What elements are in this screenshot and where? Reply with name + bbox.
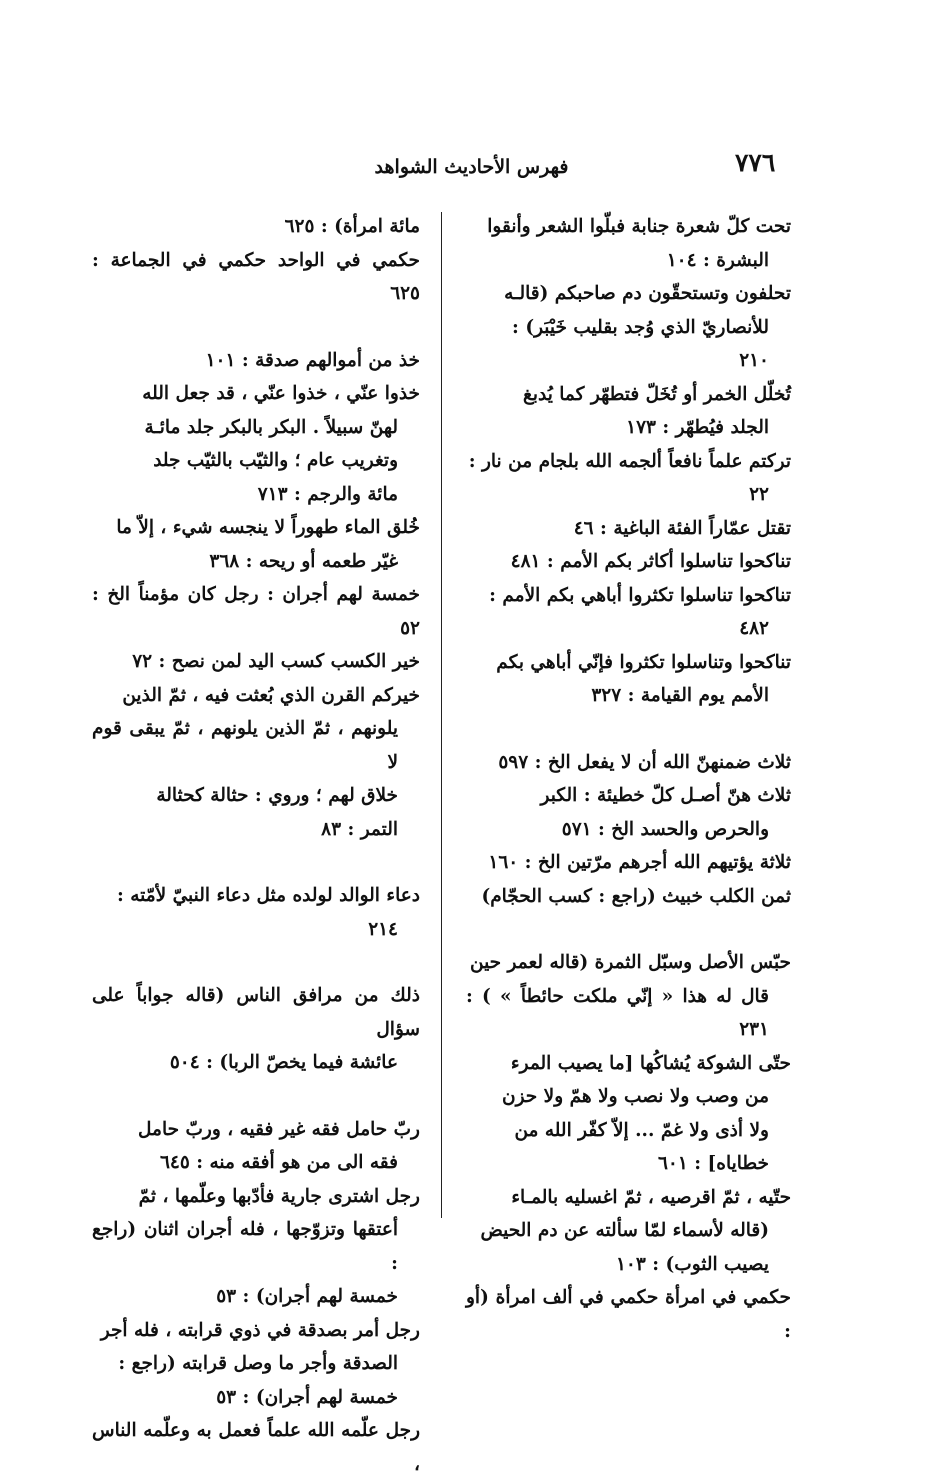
left-column [92, 210, 420, 1481]
entry-line: خمسة لهم أجران : رجل كان مؤمناً الخ : ٥٢ [92, 584, 420, 639]
entry-continuation-line: ٢١٤ [368, 918, 398, 940]
hadith-entry [466, 1181, 791, 1282]
entry-continuation-line: خطاياه] : ٦٠١ [657, 1153, 769, 1174]
hadith-entry [92, 578, 420, 645]
hadith-entry [92, 244, 420, 311]
entry-continuation-line: التمر : ٨٣ [321, 818, 398, 840]
entry-line: حبّس الأصل وسبّل الثمرة (قاله لعمر حين [470, 952, 791, 973]
entry-continuation-line: مائة والرجم : ٧١٣ [257, 483, 398, 505]
hadith-entry [92, 210, 420, 244]
hadith-entry [466, 946, 791, 1047]
entry-continuation-line: للأنصاريّ الذي وُجد بقليب خَيْبَر) : [512, 316, 769, 338]
hadith-entry [466, 378, 791, 445]
entry-line: ربّ حامل فقه غير فقيه ، وربّ حامل [138, 1118, 420, 1140]
entry-line: حكمي في امرأة حكمي في ألف امرأة (أو : [466, 1287, 791, 1342]
entry-line: تقتل عمّاراً الفئة الباغية : ٤٦ [573, 517, 791, 539]
entry-line: مائة امرأة) : ٦٢٥ [284, 216, 420, 237]
entry-continuation-line: يلونهم ، ثمّ الذين يلونهم ، ثمّ يبقى قوم لا [92, 718, 398, 773]
hadith-entry [466, 846, 791, 880]
section-gap [466, 913, 791, 946]
hadith-entry [92, 1180, 420, 1314]
hadith-entry [466, 1281, 791, 1348]
hadith-entry [92, 1314, 420, 1415]
hadith-entry [92, 511, 420, 578]
entry-line: حتّيه ، ثمّ اقرصيه ، ثمّ اغسليه بالمـاء [511, 1186, 791, 1208]
entry-continuation-line: ٤٨٢ [739, 618, 769, 639]
entry-line: خير الكسب كسب اليد لمن نصح : ٧٢ [132, 651, 420, 672]
section-gap [92, 946, 420, 979]
entry-line: ثلاثة يؤتيهم الله أجرهم مرّتين الخ : ١٦٠ [488, 852, 791, 873]
entry-line: خذوا عنّي ، خذوا عنّي ، قد جعل الله [142, 383, 420, 404]
entry-line: تحت كلّ شعرة جنابة فبلّوا الشعر وأنقوا [487, 216, 791, 237]
entry-line: تُخلّل الخمر أو تُخَلّ فتطهّر كما يُدبغ [523, 383, 791, 405]
hadith-entry [466, 545, 791, 579]
entry-continuation-line: البشرة : ١٠٤ [666, 249, 769, 271]
hadith-entry [92, 377, 420, 511]
entry-continuation-line: أعتقها وتزوّجها ، فله أجران اثنان (راجع : [92, 1219, 398, 1274]
entry-continuation-line: غيّر طعمه أو ريحه : ٣٦٨ [209, 550, 398, 572]
hadith-entry [466, 1047, 791, 1181]
entry-line: ثلاث ضمنهنّ الله أن لا يفعل الخ : ٥٩٧ [498, 751, 791, 773]
hadith-entry [466, 277, 791, 378]
entry-continuation-line: (قاله لأسماء لمّا سألته عن دم الحيض [480, 1220, 769, 1241]
hadith-entry [92, 879, 420, 946]
entry-continuation-line: ٢٢ [749, 484, 769, 505]
entry-continuation-line: الصدقة وأجر ما وصل قرابته (راجع : [118, 1353, 398, 1374]
entry-continuation-line: يصيب الثوب) : ١٠٣ [616, 1253, 769, 1275]
entry-line: تناكحوا وتناسلوا تكثروا فإنّي أباهي بكم [496, 651, 791, 673]
section-gap [466, 713, 791, 746]
entry-line: خذ من أموالهم صدقة : ١٠١ [205, 349, 420, 371]
entry-line: خيركم القرن الذي بُعثت فيه ، ثمّ الذين [122, 684, 420, 706]
section-gap [92, 1080, 420, 1113]
hadith-entry [92, 1414, 420, 1481]
entry-continuation-line: الجلد فيُطهّر : ١٧٣ [626, 417, 769, 438]
entry-line: حكمي في الواحد حكمي في الجماعة : ٦٢٥ [92, 249, 420, 304]
entry-continuation-line: لهنّ سبيلاً . البكر بالبكر جلد مائـة [144, 416, 398, 438]
hadith-entry [466, 579, 791, 646]
column-divider [441, 212, 442, 1218]
running-title: فهرس الأحاديث الشواهد [374, 156, 569, 178]
entry-line: رجل اشترى جارية فأدّبها وعلّمها ، ثمّ [138, 1185, 420, 1207]
entry-continuation-line: عائشة فيما يخصّ الربا) : ٥٠٤ [169, 1052, 398, 1073]
section-gap [92, 311, 420, 344]
hadith-entry [466, 445, 791, 512]
entry-continuation-line: خمسة لهم أجران) : ٥٣ [216, 1286, 398, 1307]
entry-line: رجل علّمه الله علماً فعمل به وعلّمه الناس ، [92, 1420, 420, 1475]
entry-continuation-line: خمسة لهم أجران) : ٥٣ [216, 1386, 398, 1408]
hadith-entry [466, 210, 791, 277]
entry-continuation-line: قال له هذا « إنّي ملكت حائطاً » ) : ٢٣١ [466, 985, 769, 1040]
entry-line: خُلق الماء طهوراً لا ينجسه شيء ، إلاّ ما [116, 517, 420, 538]
hadith-entry [92, 344, 420, 378]
right-column [466, 210, 791, 1348]
entry-continuation-line: ولا أذى ولا غمّ ... إلاّ كفّر الله من [514, 1119, 769, 1141]
hadith-entry [92, 1113, 420, 1180]
entry-line: تحلفون وتستحقّون دم صاحبكم (قالـه [504, 283, 791, 304]
entry-line: ثمن الكلب خبيث (راجع : كسب الحجّام) [481, 885, 791, 907]
entry-line: دعاء الوالد لولده مثل دعاء النبيّ لأمّته : [116, 885, 420, 906]
hadith-entry [466, 779, 791, 846]
hadith-entry [92, 679, 420, 847]
entry-line: تناكحوا تناسلوا تكثروا أباهي بكم الأمم : [489, 584, 791, 606]
entry-line: ذلك من مرافق الناس (قاله جواباً على سؤال [92, 985, 420, 1040]
section-gap [92, 846, 420, 879]
entry-continuation-line: والحرص والحسد الخ : ٥٧١ [561, 818, 769, 840]
hadith-entry [466, 646, 791, 713]
hadith-entry [466, 880, 791, 914]
entry-line: تركتم علماً نافعاً ألجمه الله بلجام من نار : [468, 450, 791, 472]
entry-line: تناكحوا تناسلوا أكاثر بكم الأمم : ٤٨١ [510, 551, 791, 572]
entry-continuation-line: الأمم يوم القيامة : ٣٢٧ [591, 685, 769, 706]
entry-line: حتّى الشوكة يُشاكُها [ما يصيب المرء [510, 1052, 791, 1074]
hadith-entry [466, 746, 791, 780]
entry-line: رجل أمر بصدقة في ذوي قرابته ، فله أجر [100, 1319, 420, 1341]
entry-continuation-line: من وصب ولا نصب ولا همّ ولا حزن [502, 1086, 769, 1107]
hadith-entry [466, 512, 791, 546]
entry-continuation-line: وتغريب عام ؛ والثيّب بالثيّب جلد [153, 450, 398, 471]
hadith-entry [92, 645, 420, 679]
hadith-entry [92, 979, 420, 1080]
entry-line: ثلاث هنّ أصـل كلّ خطيئة : الكبر [540, 785, 791, 806]
entry-continuation-line: فقه الى من هو أفقه منه : ٦٤٥ [159, 1152, 398, 1173]
page-number: ٧٧٦ [735, 148, 776, 177]
entry-continuation-line: ٢١٠ [739, 350, 769, 371]
entry-continuation-line: خلاق لهم ؛ وروي : حثالة كحثالة [156, 785, 398, 806]
